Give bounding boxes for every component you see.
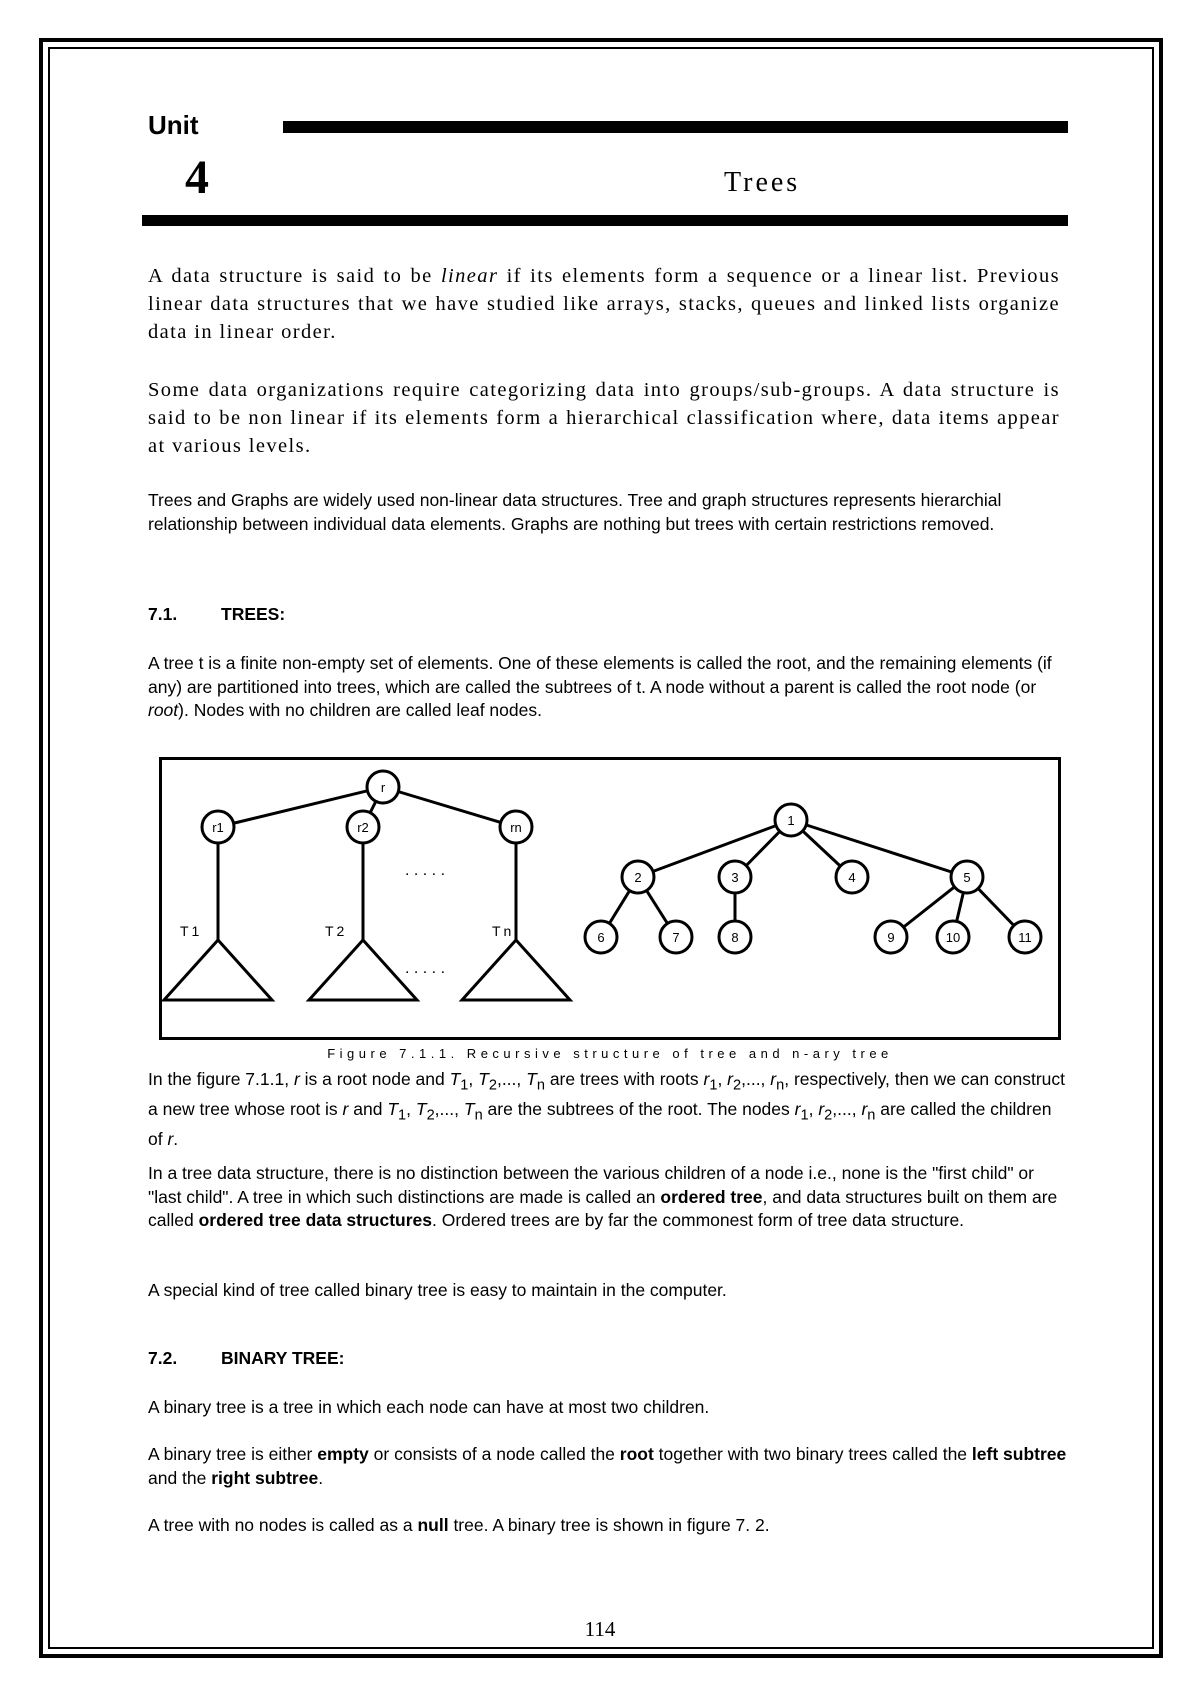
tree-node xyxy=(875,921,907,953)
tree-node xyxy=(1009,921,1041,953)
svg-text:rn: rn xyxy=(510,820,522,835)
svg-text:1: 1 xyxy=(787,813,795,828)
left-tree-nodes xyxy=(202,771,532,843)
intro-paragraph-2: Some data organizations require categorizing data into groups/sub-groups. A data structure is said to be non linear if its elements form a hierarchical classification where, data items appear at various levels. xyxy=(148,379,1060,457)
subtree-label: T2 xyxy=(325,923,348,939)
intro-paragraph-3: Trees and Graphs are widely used non-linear data structures. Tree and graph structures represents hierarchial relationship between individual data elements. Graphs are nothing but trees with certain restrictions removed. xyxy=(148,490,1002,534)
section-heading-binary-tree: 7.2. BINARY TREE: xyxy=(148,1348,345,1368)
svg-text:r1: r1 xyxy=(212,820,224,835)
header-rule-bottom xyxy=(142,215,1068,226)
tree-node xyxy=(622,861,654,893)
svg-text:3: 3 xyxy=(731,870,739,885)
figure-explanation-paragraph: In the figure 7.1.1, r is a root node and $T_1$, $T_2$,..., $T_n$ are trees with roots $r_1$, $r_2$,..., $r_n$, respectively, then we can construct a new tree whose root is r and $T_1$, $T_2$,..., $T_n$ are the subtrees of the root. The nodes $r_1$, $r_2$,..., $r_n$ are called the children of r. xyxy=(148,1069,1066,1149)
svg-text:9: 9 xyxy=(887,930,895,945)
ellipsis: . . . . . xyxy=(405,960,446,977)
tree-node xyxy=(937,921,969,953)
tree-node xyxy=(347,811,379,843)
tree-node xyxy=(500,811,532,843)
section-heading-trees: 7.1. TREES: xyxy=(148,604,286,624)
intro-paragraph-1: A data structure is said to be linear if its elements form a sequence or a linear list. Previous linear data structures that we have studied like arrays, stacks, queues and linked lists organize data in linear order. xyxy=(148,265,1060,343)
tree-node xyxy=(951,861,983,893)
svg-text:2: 2 xyxy=(634,870,642,885)
tree-node xyxy=(367,771,399,803)
binary-tree-intro-paragraph: A special kind of tree called binary tree is easy to maintain in the computer. xyxy=(148,1280,727,1300)
figure-7-1-1 xyxy=(159,757,1061,1040)
tree-node xyxy=(719,861,751,893)
svg-text:r2: r2 xyxy=(357,820,369,835)
tree-node xyxy=(660,921,692,953)
header-rule-top xyxy=(283,121,1068,133)
unit-label: Unit xyxy=(148,110,199,140)
tree-node xyxy=(202,811,234,843)
svg-text:8: 8 xyxy=(731,930,739,945)
null-tree-paragraph: A tree with no nodes is called as a null tree. A binary tree is shown in figure 7. 2. xyxy=(148,1515,770,1535)
trees-definition-paragraph: A tree t is a finite non-empty set of elements. One of these elements is called the root, and the remaining elements (if any) are partitioned into trees, which are called the subtrees of t. A node without a parent is called the root node (or root). Nodes with no children are called leaf nodes. xyxy=(148,653,1052,720)
svg-text:7: 7 xyxy=(672,930,680,945)
chapter-title: Trees xyxy=(724,167,801,198)
ordered-tree-paragraph: In a tree data structure, there is no distinction between the various children of a node i.e., none is the "first child" or "last child". A tree in which such distinctions are made is called an ordered tree, and data structures built on them are called ordered tree data structures. Ordered trees are by far the commonest form of tree data structure. xyxy=(148,1163,1058,1230)
svg-text:5: 5 xyxy=(963,870,971,885)
svg-text:11: 11 xyxy=(1018,930,1032,945)
page-number: 114 xyxy=(584,1617,616,1641)
tree-node xyxy=(775,804,807,836)
tree-node xyxy=(836,861,868,893)
tree-diagrams xyxy=(162,760,1058,1037)
svg-text:6: 6 xyxy=(597,930,605,945)
subtree-label: Tn xyxy=(492,923,515,939)
tree-node xyxy=(585,921,617,953)
binary-tree-definition: A binary tree is a tree in which each node can have at most two children. xyxy=(148,1397,710,1417)
figure-caption: Figure 7.1.1. Recursive structure of tree and n-ary tree xyxy=(327,1046,893,1061)
binary-tree-structure-paragraph: A binary tree is either empty or consists of a node called the root together with two binary trees called the left subtree and the right subtree. xyxy=(148,1444,1067,1488)
svg-text:10: 10 xyxy=(945,930,961,945)
svg-text:4: 4 xyxy=(848,870,856,885)
tree-node xyxy=(719,921,751,953)
ellipsis: . . . . . xyxy=(405,862,446,879)
unit-number: 4 xyxy=(185,151,209,204)
svg-text:r: r xyxy=(380,780,386,795)
subtree-label: T1 xyxy=(180,923,203,939)
